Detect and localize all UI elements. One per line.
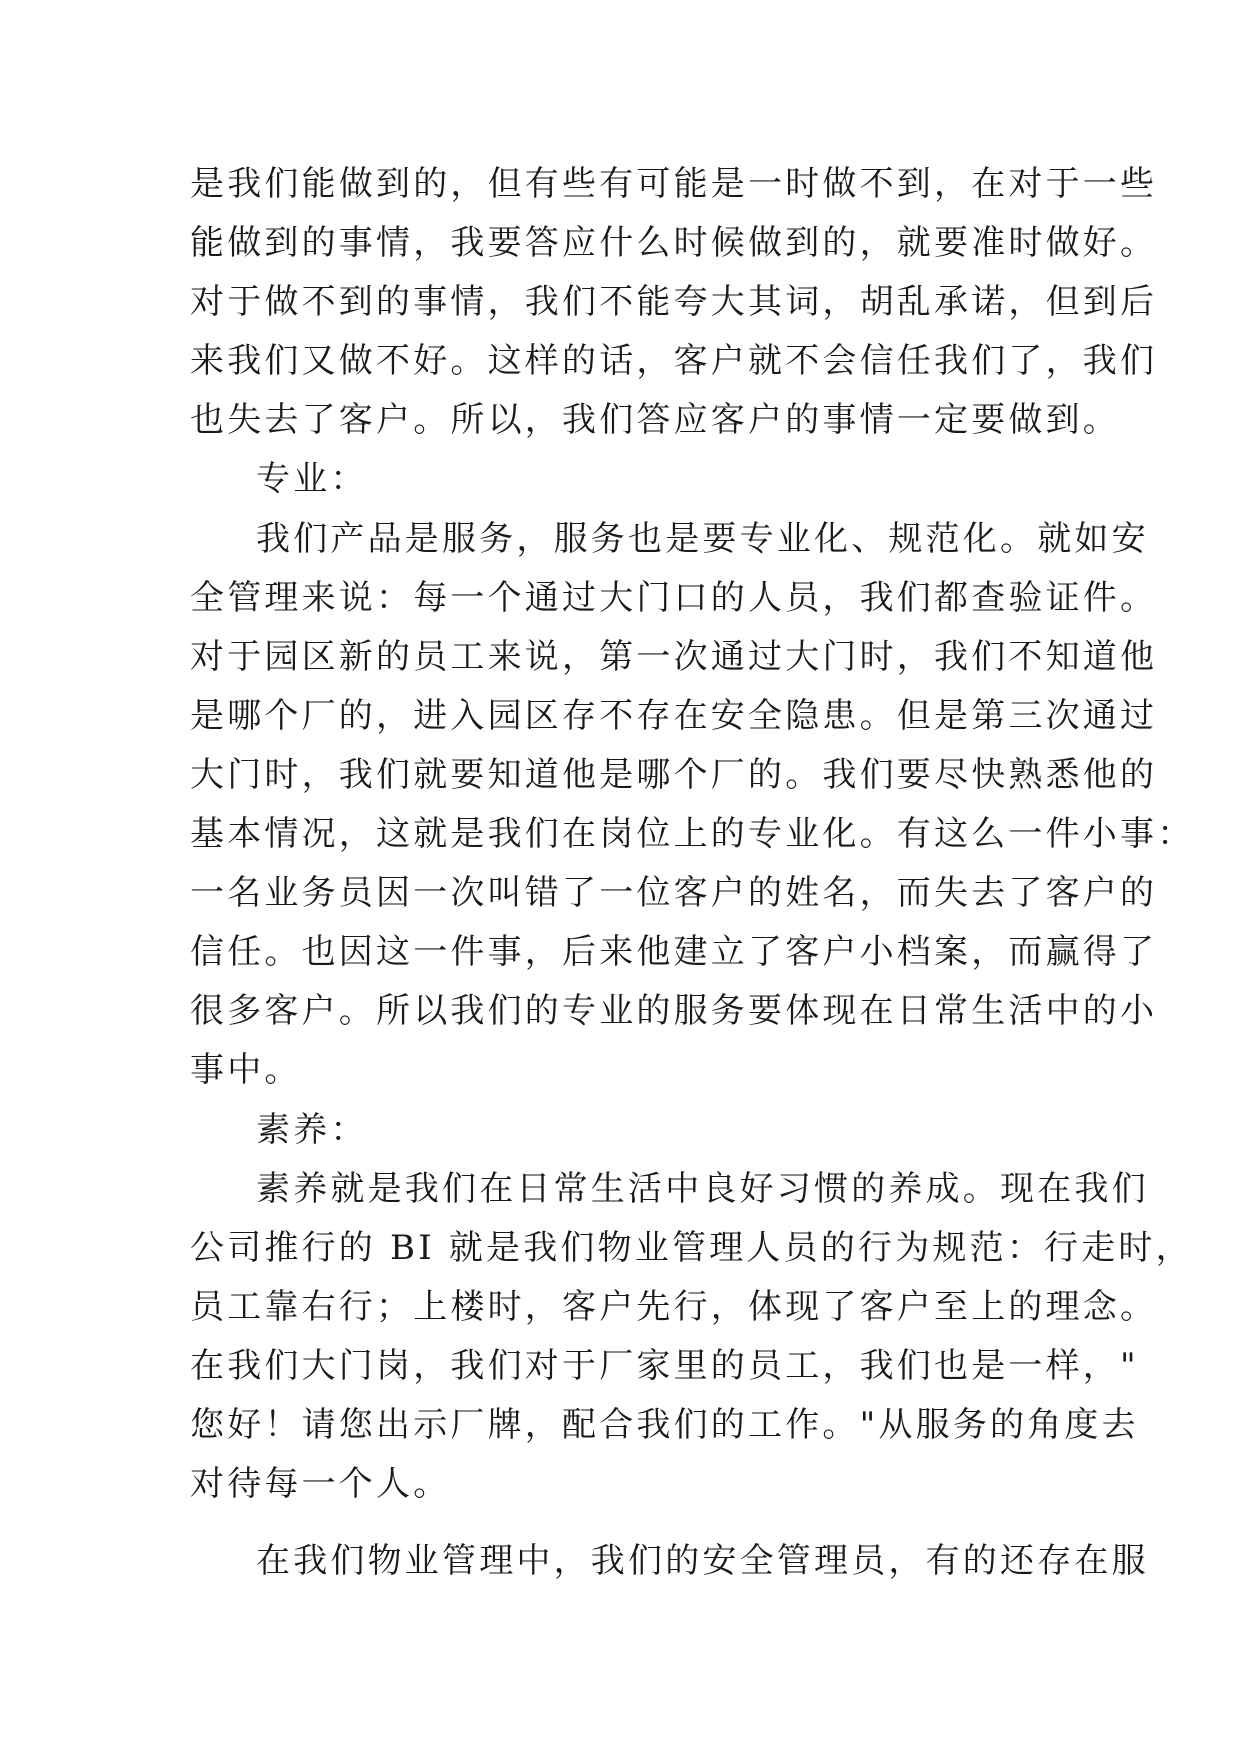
text-line: 公司推行的 BI 就是我们物业管理人员的行为规范：行走时， [190,1227,1193,1268]
text-line: 对于园区新的员工来说，第一次通过大门时，我们不知道他 [190,636,1158,677]
text-line: 素养就是我们在日常生活中良好习惯的养成。现在我们 [256,1168,1149,1209]
text-line: 员工靠右行；上楼时，客户先行，体现了客户至上的理念。 [190,1286,1158,1327]
section-heading-accomplishment: 素养： [256,1109,368,1150]
text-line: 全管理来说：每一个通过大门口的人员，我们都查验证件。 [190,577,1158,618]
text-line: 基本情况，这就是我们在岗位上的专业化。有这么一件小事： [190,814,1195,855]
text-line: 是哪个厂的，进入园区存不存在安全隐患。但是第三次通过 [190,695,1158,736]
text-line: 很多客户。所以我们的专业的服务要体现在日常生活中的小 [190,991,1158,1032]
text-line: 大门时，我们就要知道他是哪个厂的。我们要尽快熟悉他的 [190,754,1158,795]
text-line: 我们产品是服务，服务也是要专业化、规范化。就如安 [256,518,1149,559]
text-line: 在我们物业管理中，我们的安全管理员，有的还存在服 [256,1541,1149,1582]
text-line: 信任。也因这一件事，后来他建立了客户小档案，而赢得了 [190,932,1158,973]
text-line: 能做到的事情，我要答应什么时候做到的，就要准时做好。 [190,223,1158,264]
text-line: 对于做不到的事情，我们不能夸大其词，胡乱承诺，但到后 [190,282,1158,323]
text-line: 事中。 [190,1050,302,1091]
document-body [190,155,1195,1591]
text-line: 一名业务员因一次叫错了一位客户的姓名，而失去了客户的 [190,873,1158,914]
text-line: 对待每一个人。 [190,1464,451,1505]
text-line: 来我们又做不好。这样的话，客户就不会信任我们了，我们 [190,341,1158,382]
section-heading-professional: 专业： [256,459,368,500]
text-line: 您好！请您出示厂牌，配合我们的工作。"从服务的角度去 [190,1404,1139,1445]
text-line: 是我们能做到的，但有些有可能是一时做不到，在对于一些 [190,164,1158,204]
text-line: 也失去了客户。所以，我们答应客户的事情一定要做到。 [190,400,1120,441]
text-line: 在我们大门岗，我们对于厂家里的员工，我们也是一样，" [190,1345,1139,1386]
